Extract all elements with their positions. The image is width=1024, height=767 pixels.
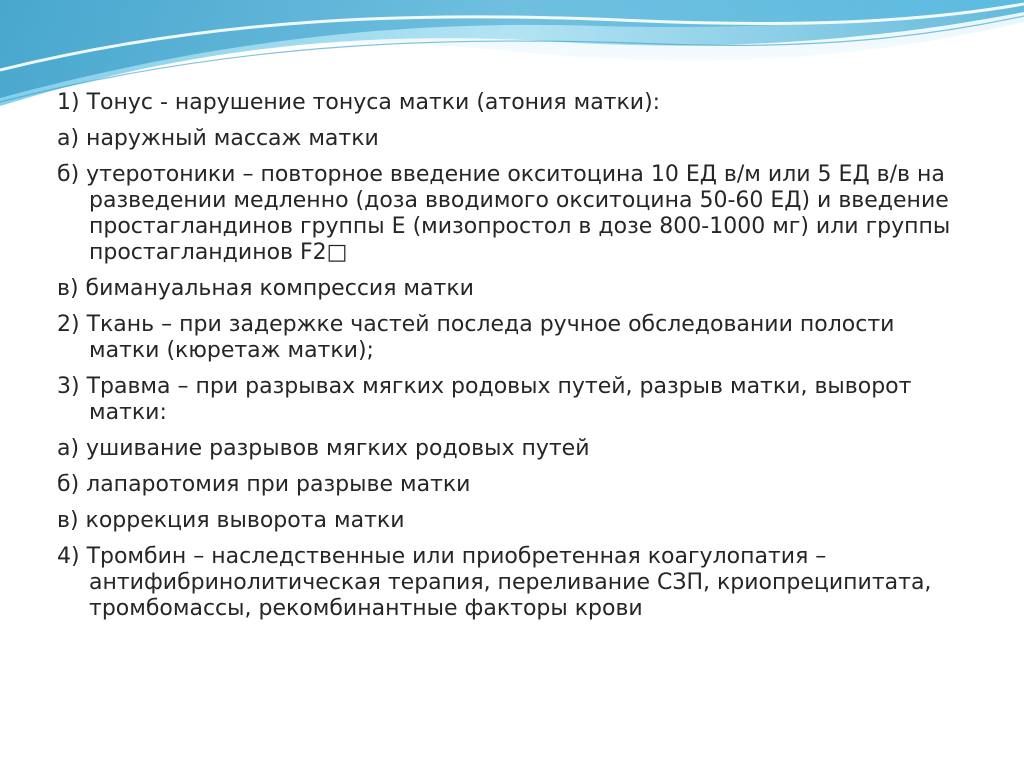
item-trauma: 3) Травма – при разрывах мягких родовых путей, разрыв матки, выворот матки: xyxy=(57,374,912,425)
item-trauma-suturing: а) ушивание разрывов мягких родовых путей xyxy=(57,436,590,461)
item-tonus: 1) Тонус - нарушение тонуса матки (атония матки): xyxy=(57,90,661,115)
item-tonus-uterotonics: б) утеротоники – повторное введение окситоцина 10 ЕД в/м или 5 ЕД в/в на разведении медленно (доза вводимого окситоцина 50-60 ЕД) и введение простагландинов группы Е (мизопростол в дозе 800-1000 мг) или группы простагландинов F2□ xyxy=(57,162,951,265)
item-tonus-bimanual: в) бимануальная компрессия матки xyxy=(57,276,474,301)
item-trauma-inversion: в) коррекция выворота матки xyxy=(57,508,405,533)
item-tonus-massage: а) наружный массаж матки xyxy=(57,126,379,151)
item-thrombin: 4) Тромбин – наследственные или приобретенная коагулопатия – антифибринолитическая терапия, переливание СЗП, криопреципитата, тромбомассы, рекомбинантные факторы крови xyxy=(57,544,932,621)
item-tissue: 2) Ткань – при задержке частей последа ручное обследовании полости матки (кюретаж матки); xyxy=(57,312,895,363)
slide-body xyxy=(57,90,957,632)
item-trauma-laparotomy: б) лапаротомия при разрыве матки xyxy=(57,472,471,497)
